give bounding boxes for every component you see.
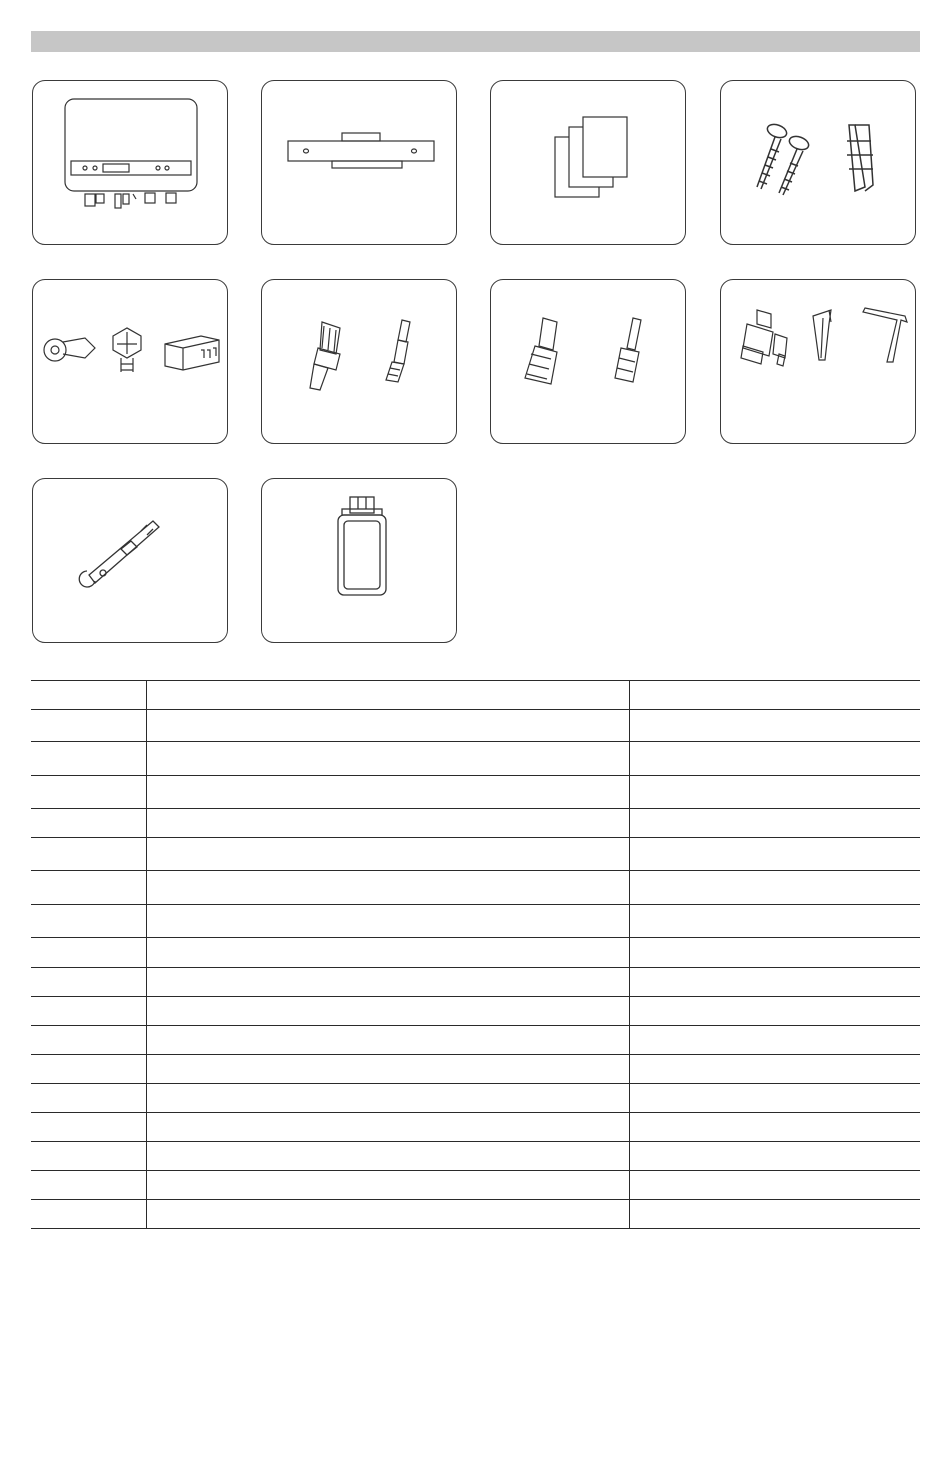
dc-connector-icon [262, 280, 458, 445]
table-cell [31, 1084, 147, 1112]
table-cell [147, 776, 630, 808]
table-cell [630, 809, 920, 837]
table-cell [31, 809, 147, 837]
table-cell [31, 838, 147, 870]
tool-icon [33, 479, 229, 644]
table-cell [630, 1200, 920, 1228]
table-cell [147, 710, 630, 741]
table-row [31, 1084, 920, 1113]
accessory-card-module [261, 478, 457, 643]
accessory-card-terminals [32, 279, 228, 444]
table-cell [31, 1055, 147, 1083]
table-cell [630, 1113, 920, 1141]
accessory-card-dc-connectors-b [490, 279, 686, 444]
accessory-card-screws [720, 80, 916, 245]
module-icon [262, 479, 458, 644]
documents-icon [491, 81, 687, 246]
table-cell [147, 1142, 630, 1170]
table-cell [31, 938, 147, 967]
inverter-icon [33, 81, 229, 246]
table-cell [147, 938, 630, 967]
table-cell [630, 1084, 920, 1112]
table-row [31, 742, 920, 776]
ac-connector-icon [721, 280, 917, 445]
table-row [31, 905, 920, 938]
table-row [31, 1142, 920, 1171]
table-cell [630, 1026, 920, 1054]
table-cell [630, 838, 920, 870]
table-cell [147, 1171, 630, 1199]
accessory-card-documents [490, 80, 686, 245]
table-row [31, 1113, 920, 1142]
table-cell [31, 905, 147, 937]
table-cell [147, 871, 630, 904]
accessory-card-dc-connectors-a [261, 279, 457, 444]
accessory-card-ac-connector [720, 279, 916, 444]
table-cell [31, 1142, 147, 1170]
table-cell [147, 997, 630, 1025]
table-cell [31, 968, 147, 996]
table-cell [630, 1055, 920, 1083]
table-cell [630, 1142, 920, 1170]
table-row [31, 1055, 920, 1084]
table-cell [630, 938, 920, 967]
table-cell [31, 997, 147, 1025]
table-cell [630, 776, 920, 808]
table-cell [147, 809, 630, 837]
table-row [31, 1026, 920, 1055]
table-cell [147, 1200, 630, 1228]
table-cell [147, 1055, 630, 1083]
table-cell [31, 742, 147, 775]
section-title-bar [31, 31, 920, 52]
accessory-card-tool [32, 478, 228, 643]
table-header-row [31, 680, 920, 710]
table-cell [147, 1026, 630, 1054]
table-cell [147, 742, 630, 775]
table-row [31, 809, 920, 838]
table-cell [31, 710, 147, 741]
accessory-card-inverter [32, 80, 228, 245]
table-header-cell [147, 681, 630, 709]
table-cell [147, 838, 630, 870]
table-cell [31, 871, 147, 904]
table-cell [31, 1113, 147, 1141]
table-cell [630, 905, 920, 937]
bracket-icon [262, 81, 458, 246]
screw-anchor-icon [721, 81, 917, 246]
table-cell [147, 1084, 630, 1112]
terminal-plug-icon [33, 280, 229, 445]
table-row [31, 838, 920, 871]
table-cell [630, 871, 920, 904]
table-cell [630, 968, 920, 996]
table-cell [147, 968, 630, 996]
table-cell [630, 997, 920, 1025]
accessory-card-bracket [261, 80, 457, 245]
table-cell [31, 1026, 147, 1054]
table-cell [630, 1171, 920, 1199]
accessories-table [31, 680, 920, 1229]
table-cell [147, 905, 630, 937]
table-row [31, 1200, 920, 1229]
table-cell [31, 1171, 147, 1199]
table-row [31, 776, 920, 809]
table-header-cell [31, 681, 147, 709]
table-header-cell [630, 681, 920, 709]
table-cell [630, 742, 920, 775]
table-cell [31, 1200, 147, 1228]
dc-connector-icon [491, 280, 687, 445]
table-cell [147, 1113, 630, 1141]
table-row [31, 710, 920, 742]
table-row [31, 997, 920, 1026]
table-cell [630, 710, 920, 741]
table-row [31, 1171, 920, 1200]
table-row [31, 871, 920, 905]
table-cell [31, 776, 147, 808]
table-row [31, 968, 920, 997]
table-row [31, 938, 920, 968]
